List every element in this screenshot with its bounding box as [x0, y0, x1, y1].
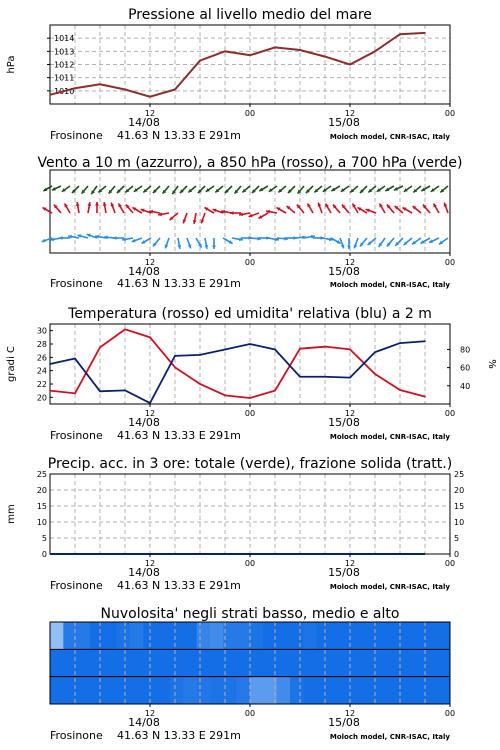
humidity-point [74, 358, 76, 360]
pressure-date-label: 15/08 [328, 116, 360, 129]
pressure-xtick-label: 00 [244, 109, 256, 118]
clouds-cell [317, 649, 331, 677]
pressure-xtick-label: 00 [444, 109, 456, 118]
precip-ytick-label-right: 5 [454, 534, 460, 543]
wind-date-label: 15/08 [328, 265, 360, 278]
clouds-date-label: 15/08 [328, 716, 360, 729]
wind-arrowhead-1 [95, 202, 99, 206]
humidity-point [124, 390, 126, 392]
humidity-ytick-label: 40 [460, 381, 471, 391]
pressure-ytick-label: 1010 [54, 86, 75, 96]
pressure-point [399, 33, 401, 35]
wind-xtick-label: 00 [444, 258, 456, 267]
temperature-location-coords: 41.63 N 13.33 E 291m [117, 429, 241, 442]
clouds-cell [437, 677, 451, 705]
pressure-point [299, 49, 301, 51]
pressure-point [99, 83, 101, 85]
humidity-ytick-label: 80 [460, 345, 471, 355]
pressure-location-coords: 41.63 N 13.33 E 291m [117, 129, 241, 142]
clouds-cell [50, 649, 64, 677]
precip-model-credit: Moloch model, CNR-ISAC, Italy [329, 583, 450, 591]
clouds-cell [170, 622, 184, 650]
pressure-point [149, 96, 151, 98]
precip-panel [6, 456, 464, 592]
precip-xtick-label: 12 [344, 559, 356, 568]
clouds-cell [210, 622, 224, 650]
temperature-point [349, 349, 351, 351]
temperature-ytick-label: 22 [36, 380, 47, 389]
pressure-point [324, 56, 326, 58]
humidity-point [274, 349, 276, 351]
clouds-cell [197, 649, 211, 677]
pressure-xtick-label: 12 [144, 109, 156, 118]
humidity-point [224, 349, 226, 351]
precip-ylabel: mm [6, 504, 17, 524]
humidity-point [324, 376, 326, 378]
temperature-point [49, 390, 51, 392]
temperature-ytick-label: 30 [36, 326, 47, 336]
temperature-xtick-label: 00 [244, 409, 256, 418]
clouds-cell [303, 677, 317, 705]
temperature-ytick-label: 26 [36, 353, 47, 363]
humidity-point [374, 351, 376, 353]
clouds-cell [397, 649, 411, 677]
temperature-point [374, 373, 376, 375]
temperature-ytick-label: 20 [36, 393, 47, 403]
humidity-point [399, 342, 401, 344]
precip-ytick-label: 15 [36, 502, 47, 511]
precip-ytick-label: 10 [36, 518, 47, 527]
humidity-point [424, 340, 426, 342]
precip-date-label: 14/08 [128, 566, 160, 579]
temperature-xtick-label: 12 [144, 409, 156, 418]
clouds-cell [130, 677, 144, 705]
temperature-date-label: 15/08 [328, 416, 360, 429]
temperature-ylabel: gradi C [6, 346, 17, 382]
wind-xtick-label: 12 [144, 258, 156, 267]
pressure-point [249, 54, 251, 56]
temperature-point [274, 390, 276, 392]
clouds-location-name: Frosinone [50, 729, 103, 742]
clouds-cell [210, 649, 224, 677]
wind-date-label: 14/08 [128, 265, 160, 278]
wind-title: Vento a 10 m (azzurro), a 850 hPa (rosso), a 700 hPa (verde) [37, 155, 463, 171]
pressure-model-credit: Moloch model, CNR-ISAC, Italy [329, 133, 450, 141]
wind-location-name: Frosinone [50, 277, 103, 290]
temperature-point [299, 348, 301, 350]
clouds-xtick-label: 00 [244, 709, 256, 718]
clouds-cell [383, 622, 397, 650]
pressure-point [274, 47, 276, 49]
precip-xtick-label: 00 [244, 559, 256, 568]
temperature-date-label: 14/08 [128, 416, 160, 429]
clouds-cell [383, 677, 397, 705]
humidity-ytick-label: 60 [460, 363, 471, 373]
pressure-point [74, 87, 76, 89]
precip-ytick-label: 0 [41, 550, 47, 559]
temperature-xtick-label: 00 [444, 409, 456, 418]
clouds-cell [197, 677, 211, 705]
clouds-cell [397, 622, 411, 650]
wind-arrowhead-2 [113, 236, 117, 240]
clouds-date-label: 14/08 [128, 716, 160, 729]
clouds-cell [90, 622, 104, 650]
wind-xtick-label: 00 [244, 258, 256, 267]
clouds-cell [237, 622, 251, 650]
temperature-location-name: Frosinone [50, 429, 103, 442]
wind-model-credit: Moloch model, CNR-ISAC, Italy [329, 281, 450, 289]
clouds-cell [357, 677, 371, 705]
clouds-cell [437, 622, 451, 650]
clouds-cell [117, 677, 131, 705]
clouds-xtick-label: 12 [344, 709, 356, 718]
pressure-point [349, 64, 351, 66]
clouds-xtick-label: 12 [144, 709, 156, 718]
clouds-cell [397, 677, 411, 705]
clouds-cell [50, 677, 64, 705]
clouds-cell [183, 649, 197, 677]
precip-xtick-label: 00 [444, 559, 456, 568]
clouds-cell [77, 677, 91, 705]
clouds-cell [237, 649, 251, 677]
clouds-cell [170, 677, 184, 705]
temperature-point [124, 329, 126, 331]
clouds-cell [210, 677, 224, 705]
temperature-point [399, 389, 401, 391]
pressure-point [224, 51, 226, 53]
clouds-cell [130, 649, 144, 677]
precip-ytick-label: 5 [41, 534, 47, 543]
humidity-point [149, 402, 151, 404]
wind-xtick-label: 12 [344, 258, 356, 267]
precip-ytick-label-right: 10 [454, 518, 465, 527]
temperature-point [99, 347, 101, 349]
clouds-cell [330, 649, 344, 677]
clouds-cell [90, 677, 104, 705]
pressure-ytick-label: 1011 [54, 73, 75, 83]
precip-ytick-label-right: 20 [454, 486, 465, 495]
clouds-cell [317, 677, 331, 705]
pressure-point [199, 60, 201, 62]
pressure-ylabel: hPa [6, 55, 17, 74]
humidity-point [349, 377, 351, 379]
temperature-ytick-label: 28 [36, 340, 47, 349]
humidity-point [174, 355, 176, 357]
clouds-cell [290, 622, 304, 650]
temperature-point [74, 393, 76, 395]
clouds-cell [303, 622, 317, 650]
precip-frame [50, 474, 450, 554]
clouds-cell [250, 622, 264, 650]
humidity-point [249, 343, 251, 345]
clouds-cell [317, 622, 331, 650]
clouds-cell [117, 622, 131, 650]
temperature-point [174, 367, 176, 369]
precip-ytick-label: 25 [36, 470, 47, 479]
precip-title: Precip. acc. in 3 ore: totale (verde), frazione solida (tratt.) [47, 456, 453, 472]
clouds-panel [50, 606, 455, 742]
clouds-cell [250, 649, 264, 677]
clouds-cell [157, 649, 171, 677]
clouds-cell [277, 677, 291, 705]
humidity-line [50, 341, 425, 403]
precip-ytick-label-right: 25 [454, 470, 465, 479]
wind-arrowhead-1 [230, 211, 234, 215]
clouds-cell [157, 677, 171, 705]
clouds-cell [410, 677, 424, 705]
wind-arrowhead-2 [212, 245, 216, 249]
clouds-cell [183, 677, 197, 705]
clouds-title: Nuvolosita' negli strati basso, medio e alto [100, 606, 400, 622]
temperature-point [199, 383, 201, 385]
clouds-cell [410, 649, 424, 677]
humidity-point [199, 354, 201, 356]
temperature-ytick-label: 24 [36, 366, 47, 376]
pressure-date-label: 14/08 [128, 116, 160, 129]
clouds-cell [170, 649, 184, 677]
clouds-xtick-label: 00 [444, 709, 456, 718]
temperature-panel [6, 306, 497, 442]
humidity-point [299, 376, 301, 378]
pressure-point [124, 89, 126, 91]
clouds-cell [90, 649, 104, 677]
clouds-cell [370, 649, 384, 677]
wind-location-coords: 41.63 N 13.33 E 291m [117, 277, 241, 290]
humidity-point [99, 390, 101, 392]
temperature-point [149, 337, 151, 339]
clouds-cell [370, 677, 384, 705]
clouds-cell [50, 622, 64, 650]
humidity-point [49, 363, 51, 365]
pressure-point [424, 32, 426, 34]
clouds-cell [383, 649, 397, 677]
clouds-cell [277, 649, 291, 677]
clouds-cell [437, 649, 451, 677]
clouds-cell [330, 677, 344, 705]
pressure-ytick-label: 1014 [54, 34, 75, 44]
humidity-ylabel: % [486, 359, 497, 369]
clouds-cell [117, 649, 131, 677]
temperature-point [249, 397, 251, 399]
clouds-cell [290, 677, 304, 705]
clouds-cell [357, 649, 371, 677]
precip-ytick-label-right: 15 [454, 502, 465, 511]
clouds-cell [303, 649, 317, 677]
clouds-cell [410, 622, 424, 650]
clouds-cell [197, 622, 211, 650]
clouds-cell [357, 622, 371, 650]
wind-panel [37, 155, 462, 290]
clouds-cell [103, 677, 117, 705]
wind-arrowhead-2 [59, 236, 63, 240]
pressure-xtick-label: 12 [344, 109, 356, 118]
clouds-cell [330, 622, 344, 650]
temperature-frame [50, 324, 450, 404]
pressure-ytick-label: 1012 [54, 60, 75, 70]
clouds-cell [290, 649, 304, 677]
clouds-cell [250, 677, 264, 705]
pressure-point [49, 94, 51, 96]
clouds-cell [77, 622, 91, 650]
precip-xtick-label: 12 [144, 559, 156, 568]
pressure-title: Pressione al livello medio del mare [128, 7, 372, 23]
precip-ytick-label: 20 [36, 486, 47, 495]
clouds-location-coords: 41.63 N 13.33 E 291m [117, 729, 241, 742]
clouds-cell [103, 649, 117, 677]
clouds-cell [77, 649, 91, 677]
temperature-point [224, 395, 226, 397]
temperature-point [424, 396, 426, 398]
clouds-cell [157, 622, 171, 650]
clouds-model-credit: Moloch model, CNR-ISAC, Italy [329, 733, 450, 741]
temperature-model-credit: Moloch model, CNR-ISAC, Italy [329, 433, 450, 441]
temperature-point [324, 346, 326, 348]
clouds-cell [237, 677, 251, 705]
temperature-xtick-label: 12 [344, 409, 356, 418]
pressure-location-name: Frosinone [50, 129, 103, 142]
precip-ytick-label-right: 0 [454, 550, 460, 559]
temperature-line [50, 329, 425, 398]
precip-location-coords: 41.63 N 13.33 E 291m [117, 579, 241, 592]
pressure-panel [6, 7, 455, 142]
precip-date-label: 15/08 [328, 566, 360, 579]
clouds-cell [130, 622, 144, 650]
pressure-point [174, 89, 176, 91]
precip-location-name: Frosinone [50, 579, 103, 592]
clouds-cell [103, 622, 117, 650]
pressure-ytick-label: 1013 [54, 47, 75, 57]
clouds-cell [370, 622, 384, 650]
clouds-cell [183, 622, 197, 650]
temperature-title: Temperatura (rosso) ed umidita' relativa (blu) a 2 m [68, 306, 432, 322]
pressure-point [374, 51, 376, 53]
clouds-cell [277, 622, 291, 650]
